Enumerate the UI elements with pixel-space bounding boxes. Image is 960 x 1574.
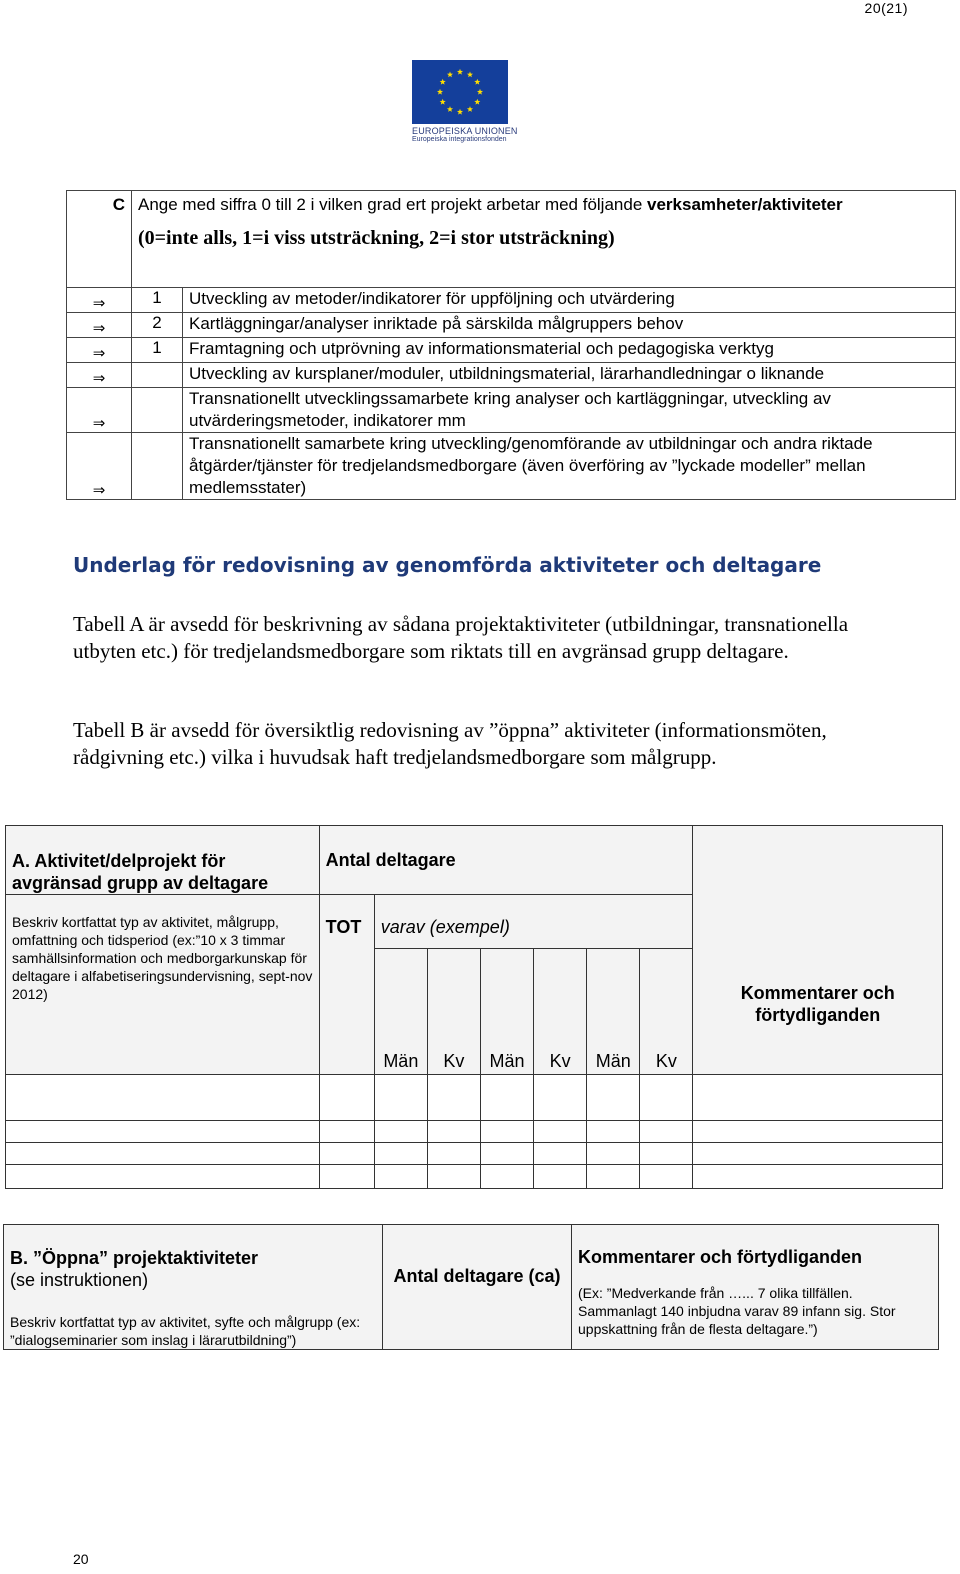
page-number-bottom: 20 xyxy=(73,1551,89,1567)
table-a-cell[interactable] xyxy=(480,1075,533,1121)
gender-header-man: Män xyxy=(480,949,533,1075)
paragraph-table-b: Tabell B är avsedd för översiktlig redovisning av ”öppna” aktiviteter (informationsmöten, rådgivning etc.) vilka i huvudsak haft tredjelandsmedborgare som målgrupp. xyxy=(73,718,827,769)
table-a-cell[interactable] xyxy=(640,1121,693,1143)
table-b xyxy=(3,1224,939,1350)
table-a-cell[interactable] xyxy=(534,1165,587,1189)
table-a-cell[interactable] xyxy=(693,1165,943,1189)
section-c-question xyxy=(132,191,956,288)
table-b-antal-cell xyxy=(383,1225,572,1350)
table-a-tot-header: TOT xyxy=(319,895,374,1075)
table-a-cell[interactable] xyxy=(374,1075,427,1121)
rating-input[interactable] xyxy=(132,388,183,433)
table-a xyxy=(5,825,943,1189)
table-a-antal-header: Antal deltagare xyxy=(319,826,693,895)
gender-header-kv: Kv xyxy=(427,949,480,1075)
table-b-title xyxy=(4,1225,382,1291)
table-a-cell[interactable] xyxy=(534,1121,587,1143)
table-b-antal-header: Antal deltagare (ca) xyxy=(393,1266,561,1286)
table-a-cell[interactable] xyxy=(640,1075,693,1121)
arrow-icon: ⇒ xyxy=(67,388,132,433)
table-b-title-bold: B. ”Öppna” projektaktiviteter xyxy=(10,1248,259,1268)
table-a-cell[interactable] xyxy=(693,1121,943,1143)
table-a-cell[interactable] xyxy=(319,1165,374,1189)
eu-flag-icon xyxy=(412,60,508,124)
rating-input[interactable] xyxy=(132,433,183,500)
activity-text: Kartläggningar/analyser inriktade på särskilda målgruppers behov xyxy=(183,313,956,338)
activity-text: Framtagning och utprövning av informationsmaterial och pedagogiska verktyg xyxy=(183,338,956,363)
table-a-cell[interactable] xyxy=(6,1143,320,1165)
table-a-cell[interactable] xyxy=(587,1121,640,1143)
table-a-cell[interactable] xyxy=(480,1121,533,1143)
table-a-cell[interactable] xyxy=(374,1143,427,1165)
table-a-cell[interactable] xyxy=(480,1143,533,1165)
activity-text: Transnationellt utvecklingssamarbete kring analyser och kartläggningar, utveckling av utvärderingsmetoder, indikatorer mm xyxy=(183,388,956,433)
table-a-cell[interactable] xyxy=(319,1075,374,1121)
table-a-kommentarer-header xyxy=(693,826,943,1075)
rating-input[interactable]: 1 xyxy=(132,338,183,363)
section-c-table xyxy=(66,190,956,500)
table-a-cell[interactable] xyxy=(587,1075,640,1121)
table-b-kommentarer-cell xyxy=(572,1225,939,1350)
table-a-cell[interactable] xyxy=(6,1165,320,1189)
section-title: Underlag för redovisning av genomförda aktiviteter och deltagare xyxy=(73,553,822,577)
table-a-cell[interactable] xyxy=(693,1143,943,1165)
arrow-icon: ⇒ xyxy=(67,433,132,500)
table-a-cell[interactable] xyxy=(640,1165,693,1189)
rating-input[interactable] xyxy=(132,363,183,388)
gender-header-kv: Kv xyxy=(640,949,693,1075)
gender-header-man: Män xyxy=(587,949,640,1075)
table-a-title: A. Aktivitet/delprojekt för avgränsad grupp av deltagare xyxy=(6,826,320,895)
table-a-cell[interactable] xyxy=(6,1121,320,1143)
table-a-cell[interactable] xyxy=(427,1121,480,1143)
eu-logo-line2: Europeiska integrationsfonden xyxy=(412,136,507,143)
activity-text: Utveckling av kursplaner/moduler, utbildningsmaterial, lärarhandledningar o liknande xyxy=(183,363,956,388)
table-a-cell[interactable] xyxy=(427,1165,480,1189)
eu-logo xyxy=(412,60,518,143)
table-a-cell[interactable] xyxy=(693,1075,943,1121)
paragraph-table-a: Tabell A är avsedd för beskrivning av sådana projektaktiviteter (utbildningar, transnationella utbyten etc.) för tredjelandsmedborgare som riktats till en avgränsad grupp deltagare. xyxy=(73,612,849,663)
gender-header-man: Män xyxy=(374,949,427,1075)
table-a-cell[interactable] xyxy=(374,1165,427,1189)
table-b-description: Beskriv kortfattat typ av aktivitet, syfte och målgrupp (ex: ”dialogseminarier som inslag i lärarutbildning”) xyxy=(10,1314,361,1348)
table-b-title-sub: (se instruktionen) xyxy=(10,1270,149,1290)
table-a-cell[interactable] xyxy=(640,1143,693,1165)
arrow-icon: ⇒ xyxy=(67,313,132,338)
table-a-varav-header: varav (exempel) xyxy=(374,895,693,949)
table-b-kommentarer-desc: (Ex: ”Medverkande från …... 7 olika tillfällen. Sammanlagt 140 inbjudna varav 89 infann sig. Stor uppskattning från de flesta deltagare.”) xyxy=(578,1285,896,1337)
eu-logo-line1: EUROPEISKA UNIONEN xyxy=(412,126,518,136)
table-a-cell[interactable] xyxy=(319,1121,374,1143)
table-b-kommentarer-header: Kommentarer och förtydliganden xyxy=(578,1247,863,1267)
arrow-icon: ⇒ xyxy=(67,363,132,388)
section-c-scale: (0=inte alls, 1=i viss utsträckning, 2=i stor utsträckning) xyxy=(138,227,615,249)
table-a-cell[interactable] xyxy=(534,1143,587,1165)
arrow-icon: ⇒ xyxy=(67,338,132,363)
activity-text: Utveckling av metoder/indikatorer för uppföljning och utvärdering xyxy=(183,288,956,313)
table-b-title-cell xyxy=(4,1225,383,1350)
rating-input[interactable]: 1 xyxy=(132,288,183,313)
table-a-cell[interactable] xyxy=(587,1143,640,1165)
kommentarer-label: Kommentarer och förtydliganden xyxy=(740,983,895,1025)
rating-input[interactable]: 2 xyxy=(132,313,183,338)
activity-text: Transnationellt samarbete kring utveckling/genomförande av utbildningar och andra riktade åtgärder/tjänster för tredjelandsmedborgare (även överföring av ”lyckade modeller” mellan medlemsstater) xyxy=(183,433,956,500)
gender-header-kv: Kv xyxy=(534,949,587,1075)
table-a-cell[interactable] xyxy=(427,1075,480,1121)
table-a-cell[interactable] xyxy=(480,1165,533,1189)
question-bold: verksamheter/aktiviteter xyxy=(647,195,843,214)
table-a-cell[interactable] xyxy=(374,1121,427,1143)
table-a-cell[interactable] xyxy=(319,1143,374,1165)
page-number-top: 20(21) xyxy=(864,0,908,16)
table-a-cell[interactable] xyxy=(6,1075,320,1121)
table-a-cell[interactable] xyxy=(534,1075,587,1121)
section-c-label: C xyxy=(67,191,132,288)
arrow-icon: ⇒ xyxy=(67,288,132,313)
table-a-cell[interactable] xyxy=(427,1143,480,1165)
table-a-description: Beskriv kortfattat typ av aktivitet, målgrupp, omfattning och tidsperiod (ex:”10 x 3 timmar samhällsinformation och medborgarkunskap för deltagare i alfabetiseringsundervisning, sept-nov 2012) xyxy=(6,895,320,1075)
question-plain: Ange med siffra 0 till 2 i vilken grad ert projekt arbetar med följande xyxy=(138,195,648,214)
table-a-cell[interactable] xyxy=(587,1165,640,1189)
